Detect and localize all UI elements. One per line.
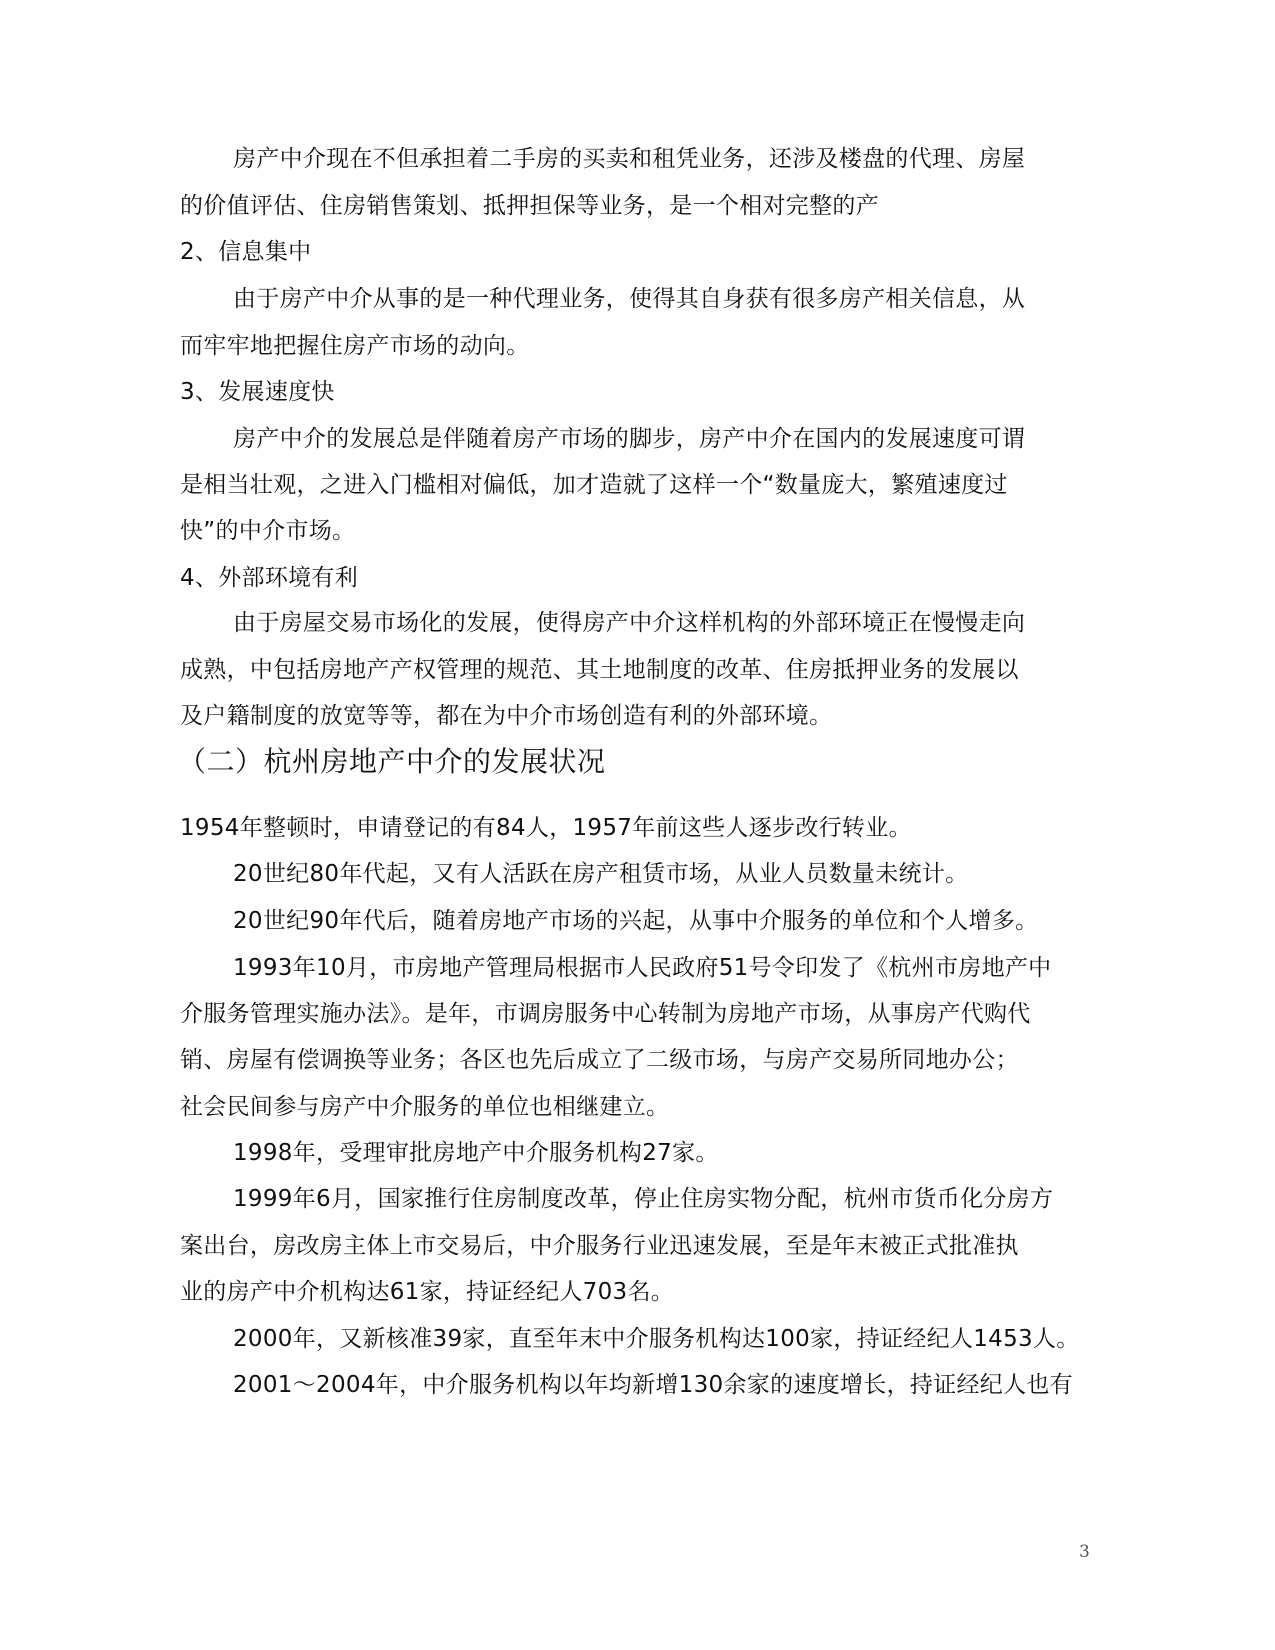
paragraph-line: 房产中介现在不但承担着二手房的买卖和租凭业务，还涉及楼盘的代理、房屋 <box>233 146 1026 172</box>
list-item-heading: 3、发展速度快 <box>180 379 335 405</box>
paragraph-line: 成熟，中包括房地产产权管理的规范、其土地制度的改革、住房抵押业务的发展以 <box>180 657 1019 683</box>
paragraph-line: 房产中介的发展总是伴随着房产市场的脚步，房产中介在国内的发展速度可谓 <box>233 426 1026 452</box>
paragraph-line: 及户籍制度的放宽等等，都在为中介市场创造有利的外部环境。 <box>180 703 833 729</box>
paragraph-line: 2001～2004年，中介服务机构以年均新增130余家的速度增长，持证经纪人也有 <box>233 1372 1073 1398</box>
paragraph-line: 由于房屋交易市场化的发展，使得房产中介这样机构的外部环境正在慢慢走向 <box>233 610 1026 636</box>
list-item-heading: 4、外部环境有利 <box>180 565 359 591</box>
paragraph-line: 1999年6月，国家推行住房制度改革，停止住房实物分配，杭州市货币化分房方 <box>233 1186 1054 1212</box>
paragraph-line: 销、房屋有偿调换等业务；各区也先后成立了二级市场，与房产交易所同地办公； <box>180 1047 1019 1073</box>
paragraph-line: 是相当壮观，之进入门槛相对偏低，加才造就了这样一个“数量庞大，繁殖速度过 <box>180 472 1008 498</box>
paragraph-line: 1998年，受理审批房地产中介服务机构27家。 <box>233 1140 719 1166</box>
paragraph-line: 快”的中介市场。 <box>180 518 356 544</box>
page-number: 3 <box>1079 1542 1090 1562</box>
paragraph-line: 社会民间参与房产中介服务的单位也相继建立。 <box>180 1094 670 1120</box>
paragraph-line: 20世纪80年代起，又有人活跃在房产租赁市场，从业人员数量未统计。 <box>233 861 969 887</box>
paragraph-line: 业的房产中介机构达61家，持证经纪人703名。 <box>180 1279 675 1305</box>
paragraph-line: 1993年10月，市房地产管理局根据市人民政府51号令印发了《杭州市房地产中 <box>233 955 1052 981</box>
paragraph-line: 的价值评估、住房销售策划、抵押担保等业务，是一个相对完整的产 <box>180 193 879 219</box>
section-heading: （二）杭州房地产中介的发展状况 <box>178 745 606 778</box>
paragraph-line: 案出台，房改房主体上市交易后，中介服务行业迅速发展，至是年末被正式批准执 <box>180 1233 1019 1259</box>
paragraph-line: 介服务管理实施办法》。是年，市调房服务中心转制为房地产市场，从事房产代购代 <box>180 1001 1031 1027</box>
paragraph-line: 1954年整顿时，申请登记的有84人，1957年前这些人逐步改行转业。 <box>180 815 912 841</box>
paragraph-line: 20世纪90年代后，随着房地产市场的兴起，从事中介服务的单位和个人增多。 <box>233 908 1039 934</box>
paragraph-line: 而牢牢地把握住房产市场的动向。 <box>180 333 530 359</box>
paragraph-line: 由于房产中介从事的是一种代理业务，使得其自身获有很多房产相关信息，从 <box>233 286 1026 312</box>
list-item-heading: 2、信息集中 <box>180 239 312 265</box>
paragraph-line: 2000年，又新核准39家，直至年末中介服务机构达100家，持证经纪人1453人。 <box>233 1326 1080 1352</box>
